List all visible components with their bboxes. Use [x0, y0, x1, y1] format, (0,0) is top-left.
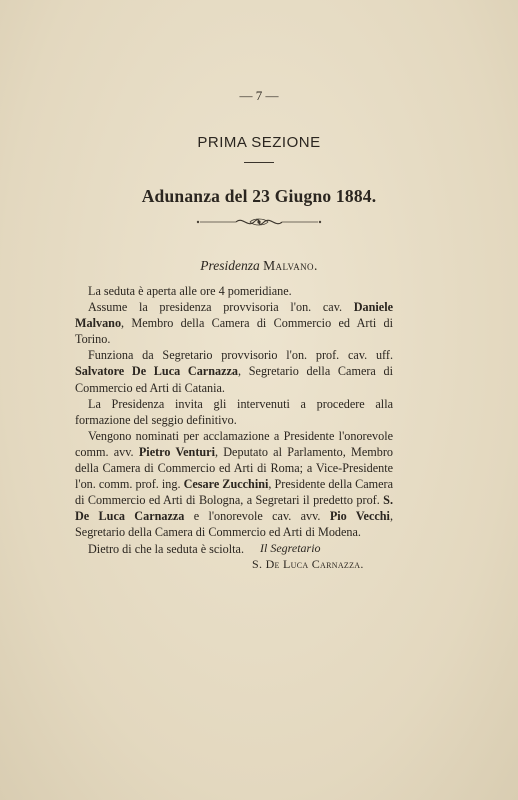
presidency-line	[0, 258, 518, 274]
page-number: — 7 —	[239, 88, 279, 103]
paragraph	[75, 347, 393, 395]
text-run: , Presidente della Camera di Commercio ed Arti di Bologna, a Segretari il predetto prof.	[75, 477, 393, 508]
paragraph	[75, 428, 393, 541]
person-name: Cesare Zucchini	[183, 477, 269, 492]
person-name: Pietro Venturi	[138, 444, 215, 459]
text-run: La Presidenza invita gli intervenuti a procedere alla formazione del seggio definitivo.	[75, 396, 393, 427]
text-run: Vengono nominati per acclamazione a Presidente l'onorevole comm. avv.	[75, 428, 393, 459]
minutes-body	[75, 283, 393, 557]
person-name: Pio Vecchi	[329, 509, 390, 524]
person-name: Salvatore De Luca Carnazza	[75, 364, 239, 379]
meeting-title: Adunanza del 23 Giugno 1884.	[141, 186, 377, 206]
text-run: La seduta è aperta alle ore 4 pomeridiane.	[88, 284, 292, 298]
signature-name: S. De Luca Carnazza.	[252, 557, 364, 571]
text-run: , Segretario della Camera di Commercio ed Arti di Modena.	[75, 509, 393, 540]
paragraph	[75, 283, 393, 299]
text-run: Dietro di che la seduta è sciolta.	[88, 541, 245, 556]
presidency-label: Presidenza	[200, 258, 260, 273]
text-run: Funziona da Segretario provvisorio l'on. prof. cav. uff.	[88, 348, 393, 363]
text-run: , Deputato al Parlamento, Membro della Camera di Commercio ed Arti di Roma; a Vice-Presidente l'on. comm. prof. ing.	[75, 444, 393, 492]
section-divider	[244, 162, 274, 163]
ornament-flourish-icon	[196, 214, 322, 230]
text-run: Assume la presidenza provvisoria l'on. cav.	[88, 300, 354, 315]
presidency-name: Malvano.	[263, 258, 318, 273]
text-run: e l'onorevole cav. avv.	[184, 509, 330, 524]
section-title: PRIMA SEZIONE	[197, 134, 321, 151]
text-run: , Segretario della Camera di Commercio ed Arti di Catania.	[75, 364, 394, 395]
person-name: S. De Luca Carnazza	[75, 493, 393, 524]
paragraph	[75, 396, 393, 428]
paragraph	[75, 299, 393, 347]
person-name: Daniele Malvano	[75, 300, 393, 331]
text-run: , Membro della Camera di Commercio ed Arti di Torino.	[75, 316, 393, 347]
signature-role: Il Segretario	[260, 541, 321, 555]
